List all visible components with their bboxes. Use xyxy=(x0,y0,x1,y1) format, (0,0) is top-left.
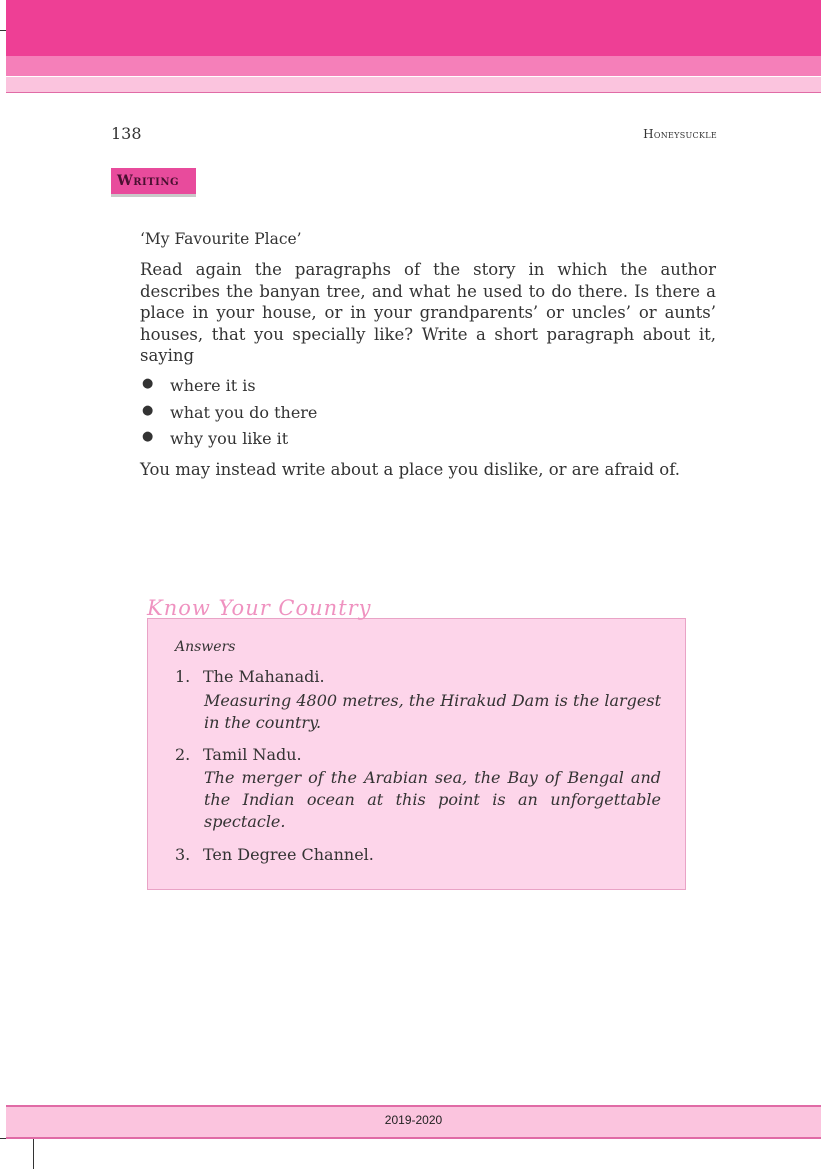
list-item-text: where it is xyxy=(170,376,256,395)
footer-year: 2019-2020 xyxy=(384,1113,443,1127)
answer-item xyxy=(175,845,374,864)
section-label-writing xyxy=(111,168,196,197)
header-band-mid xyxy=(6,56,821,76)
list-item-text: why you like it xyxy=(170,429,289,448)
bullet-list xyxy=(140,376,317,456)
footer-bar xyxy=(6,1105,821,1139)
answer-text: Ten Degree Channel. xyxy=(203,845,374,864)
bullet-icon: ● xyxy=(142,429,154,444)
task-title: ‘My Favourite Place’ xyxy=(140,230,302,248)
answer-number: 3. xyxy=(175,845,191,864)
answer-number: 2. xyxy=(175,745,191,764)
section-label-text: Writing xyxy=(117,173,180,189)
header-band-light xyxy=(6,77,821,93)
closing-sentence: You may instead write about a place you dislike, or are afraid of. xyxy=(140,460,680,479)
crop-mark-bottom-left-vertical xyxy=(33,1138,34,1169)
answer-number: 1. xyxy=(175,667,191,686)
answer-text: The Mahanadi. xyxy=(203,667,325,686)
answer-item xyxy=(175,745,302,764)
list-item xyxy=(140,376,317,403)
answer-note: The merger of the Arabian sea, the Bay of Bengal and the Indian ocean at this point is an unforgettable spectacle. xyxy=(204,768,661,831)
list-item xyxy=(140,403,317,430)
answers-label: Answers xyxy=(175,639,236,655)
answer-text: Tamil Nadu. xyxy=(203,745,302,764)
task-instructions: Read again the paragraphs of the story in which the author describes the banyan tree, and what he used to do there. Is there a place in your house, or in your grandparents’ or uncles’ or aunts’ houses, that you specially like? Write a short paragraph about it, saying xyxy=(140,260,716,365)
bullet-icon: ● xyxy=(142,376,154,391)
bullet-icon: ● xyxy=(142,402,154,418)
list-item xyxy=(140,429,317,456)
list-item-text: what you do there xyxy=(170,402,318,422)
page-number: 138 xyxy=(111,124,142,143)
know-your-country-box xyxy=(147,618,686,890)
answer-note: Measuring 4800 metres, the Hirakud Dam is the largest in the country. xyxy=(204,691,661,732)
running-head: Honeysuckle xyxy=(643,127,717,141)
header-band-dark xyxy=(6,0,821,56)
know-your-country-title: Know Your Country xyxy=(147,596,372,620)
answer-item xyxy=(175,667,325,686)
